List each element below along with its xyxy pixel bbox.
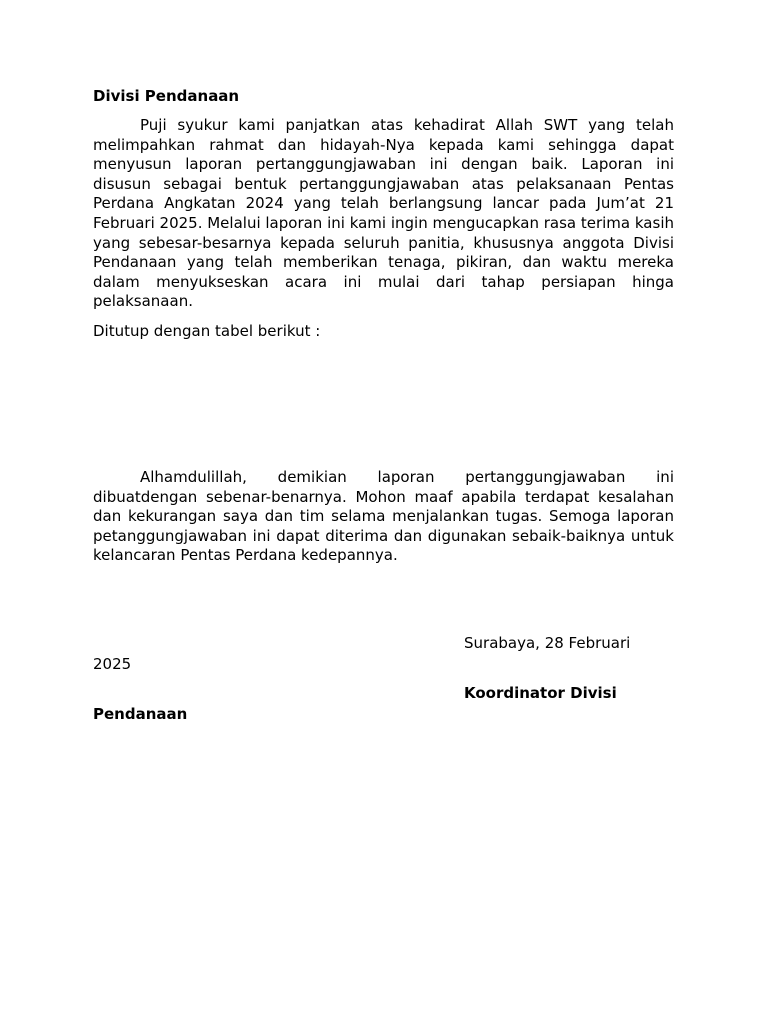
signature-title: Koordinator Divisi Pendanaan — [93, 684, 617, 723]
opening-paragraph: Puji syukur kami panjatkan atas kehadirat Allah SWT yang telah melimpahkan rahmat dan hidayah-Nya kepada kami sehingga dapat menyusun laporan pertanggungjawaban ini dengan baik. Laporan ini disusun sebagai bentuk pertanggungjawaban atas pelaksanaan Pentas Perdana Angkatan 2024 yang telah berlangsung lancar pada Jum’at 21 Februari 2025. Melalui laporan ini kami ingin mengucapkan rasa terima kasih yang sebesar-besarnya kepada seluruh panitia, khususnya anggota Divisi Pendanaan yang telah memberikan tenaga, pikiran, dan waktu mereka dalam menyukseskan acara ini mulai dari tahap persiapan hinga pelaksanaan. — [93, 116, 674, 311]
date-line: Surabaya, 28 Februari 2025 — [93, 634, 631, 673]
closing-paragraph: Alhamdulillah, demikian laporan pertanggungjawaban ini dibuatdengan sebenar-benarnya. Mohon maaf apabila terdapat kesalahan dan kekurangan saya dan tim selama menjalankan tugas. Semoga laporan petanggungjawaban ini dapat diterima dan digunakan sebaik-baiknya untuk kelancaran Pentas Perdana kedepannya. — [93, 468, 674, 565]
table-intro-line: Ditutup dengan tabel berikut : — [93, 322, 321, 340]
section-heading: Divisi Pendanaan — [93, 87, 240, 105]
